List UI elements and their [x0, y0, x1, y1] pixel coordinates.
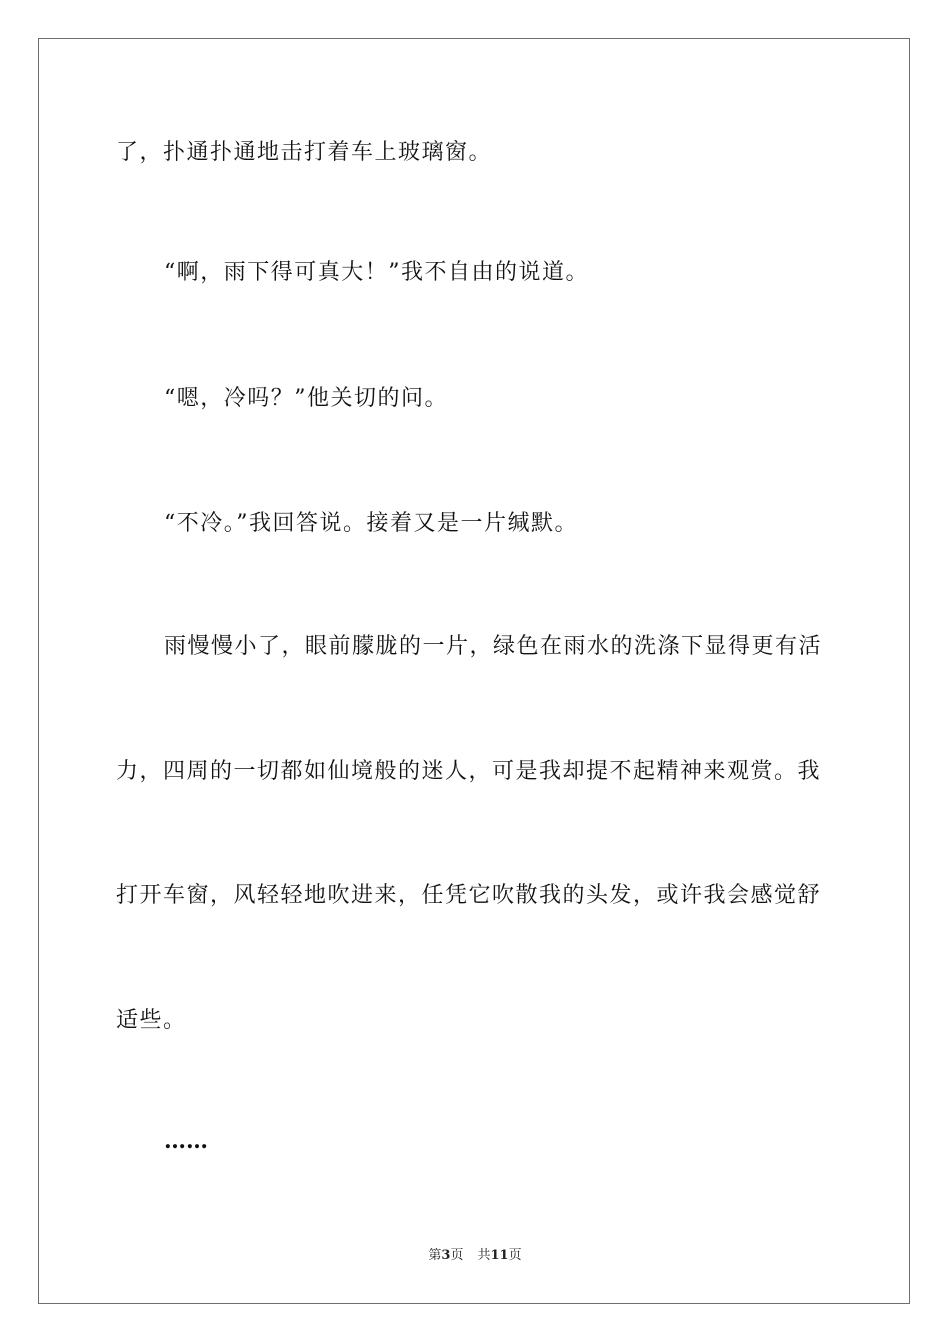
page-number: 3	[441, 1248, 451, 1263]
page-footer	[0, 1247, 950, 1265]
text-line-5: 雨慢慢小了，眼前朦胧的一片，绿色在雨水的洗涤下显得更有活	[164, 634, 823, 659]
page-prefix: 第	[428, 1248, 442, 1263]
page-frame	[38, 38, 910, 1304]
text-line-1: 了，扑通扑通地击打着车上玻璃窗。	[116, 140, 493, 165]
ellipsis: ……	[164, 1128, 208, 1154]
text-line-2: “啊，雨下得可真大！”我不自由的说道。	[164, 260, 589, 285]
text-line-7: 打开车窗，风轻轻地吹进来，任凭它吹散我的头发，或许我会感觉舒	[116, 883, 822, 908]
page-suffix: 页	[450, 1248, 464, 1263]
text-line-3: “嗯，冷吗？”他关切的问。	[164, 386, 448, 411]
total-prefix: 共	[477, 1248, 491, 1263]
text-line-8: 适些。	[116, 1008, 187, 1033]
total-pages: 11	[490, 1248, 509, 1263]
total-suffix: 页	[508, 1248, 522, 1263]
text-line-6: 力，四周的一切都如仙境般的迷人，可是我却提不起精神来观赏。我	[116, 759, 822, 784]
text-line-4: “不冷。”我回答说。接着又是一片缄默。	[164, 511, 578, 536]
